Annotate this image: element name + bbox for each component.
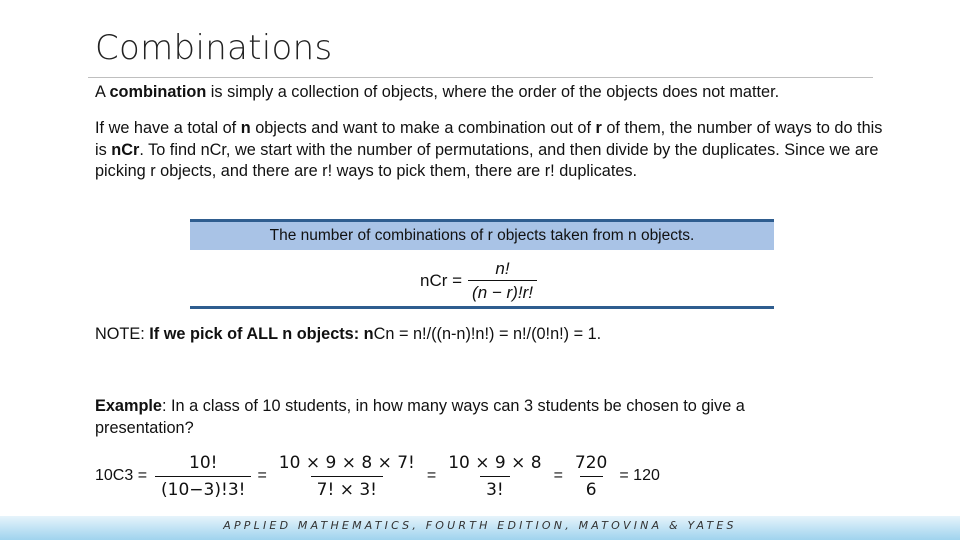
formula-box xyxy=(190,219,774,309)
ncr-formula xyxy=(420,259,537,303)
example-text: : In a class of 10 students, in how many ways can 3 students be chosen to give a presentation? xyxy=(95,397,745,437)
fraction-2-numerator: 10 × 9 × 8 × 7! xyxy=(278,452,415,473)
formula-denominator: (n − r)!r! xyxy=(468,280,537,303)
note-text: If we pick of ALL n objects: n xyxy=(149,325,374,343)
formula-fraction xyxy=(468,259,537,303)
def-text-2: objects and want to make a combination out of xyxy=(250,119,596,137)
fraction-4-numerator: 720 xyxy=(574,452,608,473)
title-divider xyxy=(88,77,873,78)
intro-bold-term: combination xyxy=(109,83,207,101)
def-bold-n: n xyxy=(240,119,251,137)
fraction-4-denominator: 6 xyxy=(580,476,603,500)
fraction-1-numerator: 10! xyxy=(189,452,218,473)
formula-bottom-rule xyxy=(190,306,774,309)
equals-sign-2: = xyxy=(426,467,437,484)
intro-pre: A xyxy=(95,83,110,101)
equals-sign-3: = xyxy=(553,467,563,484)
def-text-3: of them, the number of ways to do this is xyxy=(95,119,883,159)
note-paragraph xyxy=(95,324,885,346)
fraction-3-denominator: 3! xyxy=(480,476,510,500)
equals-sign-1: = xyxy=(257,467,267,484)
def-text-1: If we have a total of xyxy=(95,119,241,137)
def-text-4: . To find nCr, we start with the number of permutations, and then divide by the duplicates. Since we are picking r objects, and there are r! ways to pick them, there are r! duplicates. xyxy=(95,140,879,180)
formula-header: The number of combinations of r objects taken from n objects. xyxy=(190,219,774,250)
note-label: NOTE: xyxy=(95,325,150,343)
formula-numerator: n! xyxy=(495,259,510,278)
fraction-3-numerator: 10 × 9 × 8 xyxy=(448,452,542,473)
note-text-2: Cn = n!/((n-n)!n!) = n!/(0!n!) = 1. xyxy=(373,325,602,343)
example-label: Example xyxy=(95,397,162,415)
def-bold-ncr: nCr xyxy=(111,140,140,159)
slide-title: Combinations xyxy=(95,28,333,68)
fraction-1-denominator: (10−3)!3! xyxy=(155,476,251,500)
intro-paragraph xyxy=(95,82,885,104)
formula-lhs: nCr = xyxy=(420,271,463,290)
def-bold-r: r xyxy=(595,119,602,137)
example-fraction-1 xyxy=(155,453,251,500)
fraction-2-denominator: 7! × 3! xyxy=(311,476,383,500)
footer-citation: APPLIED MATHEMATICS, FOURTH EDITION, MATOVINA & YATES xyxy=(223,519,737,532)
example-fraction-3 xyxy=(442,453,547,500)
example-lhs: 10C3 = xyxy=(95,467,148,484)
example-fraction-2 xyxy=(273,453,421,500)
example-paragraph xyxy=(95,396,825,439)
intro-post: is simply a collection of objects, where the order of the objects does not matter. xyxy=(206,83,780,101)
example-equation xyxy=(95,450,662,502)
example-result: = 120 xyxy=(619,467,660,484)
definition-paragraph xyxy=(95,118,885,183)
example-fraction-4 xyxy=(569,453,613,500)
